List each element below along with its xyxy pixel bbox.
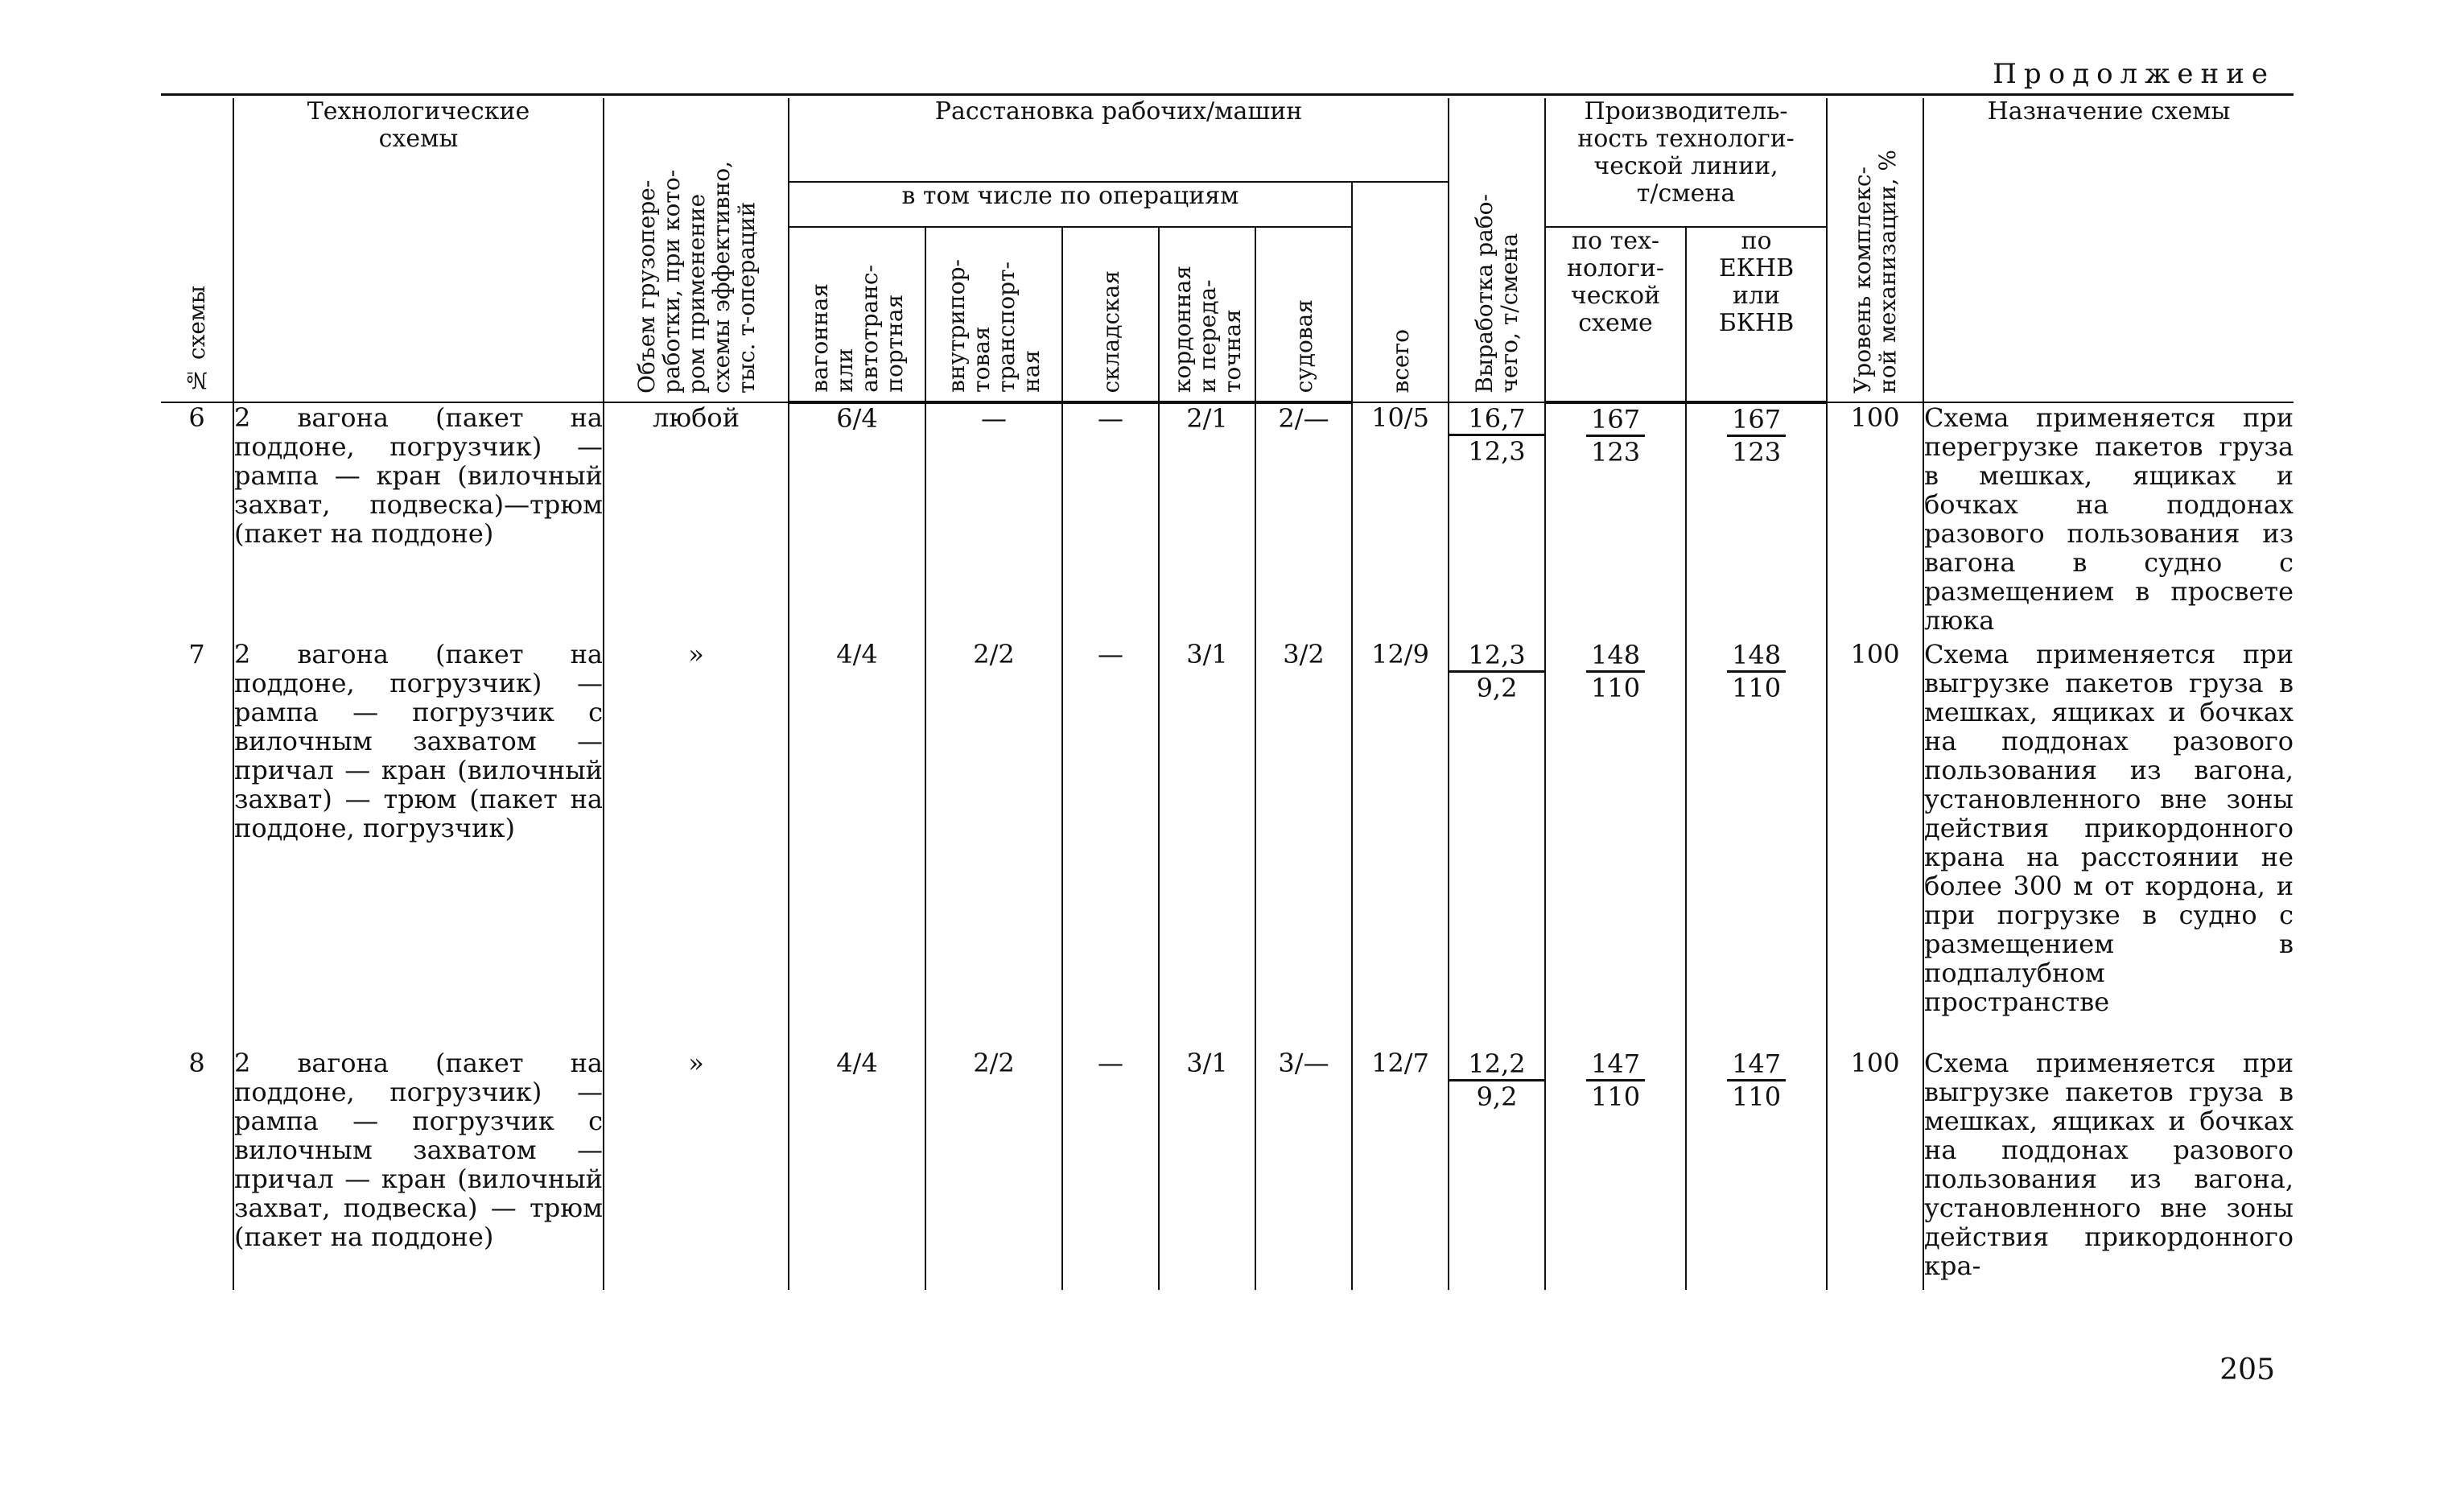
- cell-mech: 100: [1827, 1049, 1923, 1290]
- col-header-including: в том числе по операциям: [789, 182, 1352, 227]
- col-header-productivity: Производитель- ность технологи- ческой линии, т/смена: [1545, 98, 1827, 227]
- col-header-output: Выработка рабо- чего, т/смена: [1449, 98, 1545, 402]
- cell-output: $\frac{16,7}{12,3}$: [1449, 402, 1545, 640]
- cell-prod-eknv: $\frac{147}{110}$: [1686, 1049, 1827, 1290]
- cell-ship: 3/—: [1255, 1049, 1352, 1290]
- schemes-table: [161, 98, 2294, 1290]
- col-header-purpose: Назначение схемы: [1923, 98, 2294, 402]
- cell-scheme: 2 вагона (пакет на поддоне, погрузчик) — рампа — погрузчик с вилочным захватом — причал — кран (вилочный захват, подвеска) — трюм (пакет на поддоне): [233, 1049, 604, 1290]
- col-header-volume: Объем грузопере- работки, при кото- ром применение схемы эффективно, тыс. т-операций: [604, 98, 789, 402]
- cell-volume: »: [604, 1049, 789, 1290]
- cell-output: $\frac{12,3}{9,2}$: [1449, 640, 1545, 1049]
- cell-volume: любой: [604, 402, 789, 640]
- cell-wagon: 4/4: [789, 1049, 925, 1290]
- cell-cordon: 3/1: [1159, 640, 1255, 1049]
- col-header-prod-eknv: по ЕКНВ или БКНВ: [1686, 227, 1827, 402]
- cell-total: 10/5: [1352, 402, 1449, 640]
- col-header-warehouse: складская: [1062, 227, 1159, 402]
- cell-ship: 2/—: [1255, 402, 1352, 640]
- cell-no: 6: [161, 402, 233, 640]
- cell-prod-eknv: $\frac{167}{123}$: [1686, 402, 1827, 640]
- cell-prod-tech: $\frac{147}{110}$: [1545, 1049, 1686, 1290]
- cell-total: 12/9: [1352, 640, 1449, 1049]
- cell-no: 7: [161, 640, 233, 1049]
- cell-prod-tech: $\frac{167}{123}$: [1545, 402, 1686, 640]
- cell-warehouse: —: [1062, 402, 1159, 640]
- cell-internal: —: [925, 402, 1062, 640]
- top-rule: [161, 93, 2294, 96]
- cell-wagon: 4/4: [789, 640, 925, 1049]
- cell-ship: 3/2: [1255, 640, 1352, 1049]
- cell-scheme: 2 вагона (пакет на поддоне, погрузчик) — рампа — кран (вилочный захват, подвеска)—трюм (пакет на поддоне): [233, 402, 604, 640]
- col-header-placement: Расстановка рабочих/машин: [789, 98, 1449, 182]
- col-header-wagon: вагонная или автотранс- портная: [789, 227, 925, 402]
- cell-purpose: Схема применяется при перегрузке пакетов груза в мешках, ящиках и бочках на поддонах разового пользования из вагона в судно с размещением в просвете люка: [1923, 402, 2294, 640]
- table-row: [161, 640, 2294, 1049]
- col-header-mech-level: Уровень комплекс- ной механизации, %: [1827, 98, 1923, 402]
- col-header-total: всего: [1352, 182, 1449, 402]
- page-number: 205: [2219, 1353, 2275, 1386]
- cell-mech: 100: [1827, 402, 1923, 640]
- cell-output: $\frac{12,2}{9,2}$: [1449, 1049, 1545, 1290]
- col-header-no: № схемы: [161, 98, 233, 402]
- col-header-cordon: кордонная и переда- точная: [1159, 227, 1255, 402]
- cell-scheme: 2 вагона (пакет на поддоне, погрузчик) — рампа — погрузчик с вилочным захватом — причал — кран (вилочный захват) — трюм (пакет на поддоне, погрузчик): [233, 640, 604, 1049]
- cell-prod-tech: $\frac{148}{110}$: [1545, 640, 1686, 1049]
- cell-cordon: 2/1: [1159, 402, 1255, 640]
- cell-warehouse: —: [1062, 1049, 1159, 1290]
- cell-total: 12/7: [1352, 1049, 1449, 1290]
- cell-purpose: Схема применяется при выгрузке пакетов груза в мешках, ящиках и бочках на поддонах разового пользования из вагона, установленного вне зоны действия прикордонного кра-: [1923, 1049, 2294, 1290]
- col-header-ship: судовая: [1255, 227, 1352, 402]
- table-row: [161, 402, 2294, 640]
- cell-internal: 2/2: [925, 640, 1062, 1049]
- continuation-label: Продолжение: [1993, 58, 2275, 90]
- col-header-schemes: Технологические схемы: [233, 98, 604, 402]
- col-header-internal: внутрипор- товая транспорт- ная: [925, 227, 1062, 402]
- cell-no: 8: [161, 1049, 233, 1290]
- cell-internal: 2/2: [925, 1049, 1062, 1290]
- cell-prod-eknv: $\frac{148}{110}$: [1686, 640, 1827, 1049]
- table-row: [161, 1049, 2294, 1290]
- cell-cordon: 3/1: [1159, 1049, 1255, 1290]
- cell-purpose: Схема применяется при выгрузке пакетов груза в мешках, ящиках и бочках на поддонах разового пользования из вагона, установленного вне зоны действия прикордонного крана на расстоянии не более 300 м от кордона, и при погрузке в судно с размещением в подпалубном пространстве: [1923, 640, 2294, 1049]
- cell-warehouse: —: [1062, 640, 1159, 1049]
- cell-volume: »: [604, 640, 789, 1049]
- cell-wagon: 6/4: [789, 402, 925, 640]
- cell-mech: 100: [1827, 640, 1923, 1049]
- col-header-prod-tech: по тех- нологи- ческой схеме: [1545, 227, 1686, 402]
